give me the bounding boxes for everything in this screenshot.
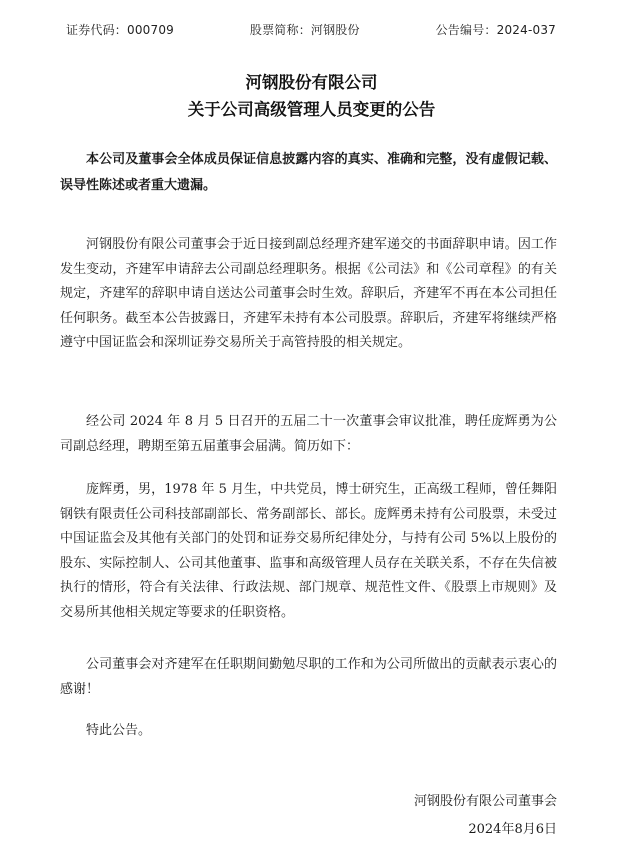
document-header (66, 21, 556, 38)
stock-code: 证券代码：000709 (66, 23, 175, 37)
notice-number: 公告编号：2024-037 (435, 23, 556, 37)
paragraph-resignation: 河钢股份有限公司董事会于近日接到副总经理齐建军递交的书面辞职申请。因工作发生变动，齐建军申请辞去公司副总经理职务。根据《公司法》和《公司章程》的有关规定，齐建军的辞职申请自送达公司董事会时生效。辞职后，齐建军不再在本公司担任任何职务。截至本公告披露日，齐建军未持有本公司股票。辞职后，齐建军将继续严格遵守中国证监会和深圳证券交易所关于高管持股的相关规定。 (60, 237, 557, 350)
board-statement: 本公司及董事会全体成员保证信息披露内容的真实、准确和完整，没有虚假记载、误导性陈述或者重大遗漏。 (60, 152, 557, 193)
notice-title: 关于公司高级管理人员变更的公告 (187, 100, 436, 119)
paragraph-biography: 庞辉勇，男，1978 年 5 月生，中共党员，博士研究生，正高级工程师，曾任舞阳钢铁有限责任公司科技部副部长、常务副部长、部长。庞辉勇未持有公司股票，未受过中国证监会及其他有关部门的处罚和证券交易所纪律处分，与持有公司 5%以上股份的股东、实际控制人、公司其他董事、监事和高级管理人员存在关联关系，不存在失信被执行的情形，符合有关法律、行政法规、部门规章、规范性文件、《股票上市规则》及交易所其他相关规定等要求的任职资格。 (60, 482, 557, 620)
paragraph-appointment: 经公司 2024 年 8 月 5 日召开的五届二十一次董事会审议批准，聘任庞辉勇为公司副总经理，聘期至第五届董事会届满。简历如下： (60, 414, 557, 454)
signature-date: 2024年8月6日 (468, 822, 557, 837)
signature-issuer: 河钢股份有限公司董事会 (413, 794, 557, 809)
paragraph-thanks: 公司董事会对齐建军在任职期间勤勉尽职的工作和为公司所做出的贡献表示衷心的感谢！ (60, 657, 557, 697)
paragraph-closing: 特此公告。 (86, 723, 152, 738)
company-title: 河钢股份有限公司 (245, 73, 378, 92)
stock-name: 股票简称：河钢股份 (249, 23, 360, 37)
